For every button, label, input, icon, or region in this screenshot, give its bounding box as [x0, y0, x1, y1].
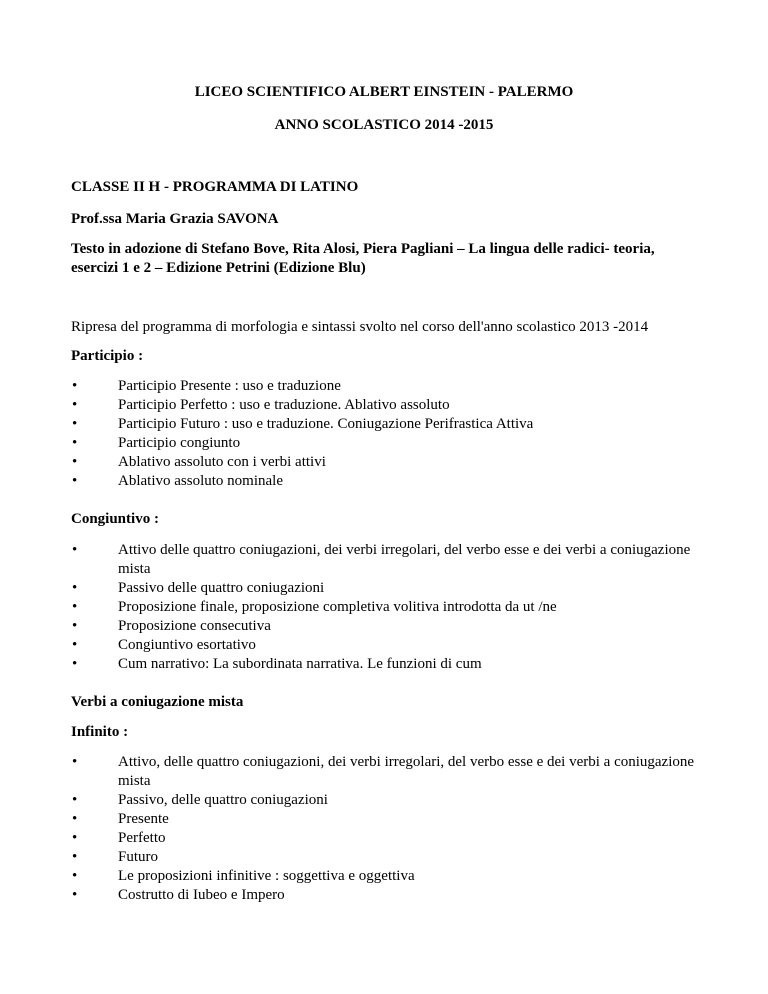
textbook-info: Testo in adozione di Stefano Bove, Rita Alosi, Piera Pagliani – La lingua delle radici- teoria, esercizi 1 e 2 – Edizione Petrini (Edizione Blu) [71, 241, 655, 276]
list-item: • Participio Futuro : uso e traduzione. Coniugazione Perifrastica Attiva [71, 415, 701, 434]
list-item: • Ablativo assoluto con i verbi attivi [71, 453, 701, 472]
list-item: • Presente [71, 810, 701, 829]
participio-list [71, 377, 701, 491]
list-item: • Proposizione finale, proposizione completiva volitiva introdotta da ut /ne [71, 598, 701, 617]
list-item: • Proposizione consecutiva [71, 617, 701, 636]
participio-heading: Participio : [71, 348, 144, 364]
list-item: • Le proposizioni infinitive : soggettiva e oggettiva [71, 867, 701, 886]
class-title: CLASSE II H - PROGRAMMA DI LATINO [71, 179, 359, 195]
teacher-name: Prof.ssa Maria Grazia SAVONA [71, 211, 279, 227]
list-item: • Costrutto di Iubeo e Impero [71, 886, 701, 905]
list-item: • Participio Presente : uso e traduzione [71, 377, 701, 396]
list-item: • Attivo delle quattro coniugazioni, dei verbi irregolari, del verbo esse e dei verbi a coniugazione mista [71, 541, 701, 579]
infinito-list [71, 753, 701, 905]
list-item: • Congiuntivo esortativo [71, 636, 701, 655]
list-item: • Ablativo assoluto nominale [71, 472, 701, 491]
list-item: • Futuro [71, 848, 701, 867]
intro-paragraph: Ripresa del programma di morfologia e sintassi svolto nel corso dell'anno scolastico 2013 -2014 [71, 319, 649, 335]
school-title: LICEO SCIENTIFICO ALBERT EINSTEIN - PALERMO [194, 84, 574, 100]
infinito-heading: Infinito : [71, 724, 129, 740]
congiuntivo-list [71, 541, 701, 674]
verbi-mista-heading: Verbi a coniugazione mista [71, 694, 244, 710]
list-item: • Cum narrativo: La subordinata narrativa. Le funzioni di cum [71, 655, 701, 674]
congiuntivo-heading: Congiuntivo : [71, 511, 159, 527]
list-item: • Participio Perfetto : uso e traduzione. Ablativo assoluto [71, 396, 701, 415]
list-item: • Perfetto [71, 829, 701, 848]
list-item: • Passivo, delle quattro coniugazioni [71, 791, 701, 810]
list-item: • Attivo, delle quattro coniugazioni, dei verbi irregolari, del verbo esse e dei verbi a coniugazione mista [71, 753, 701, 791]
list-item: • Participio congiunto [71, 434, 701, 453]
school-year: ANNO SCOLASTICO 2014 -2015 [274, 117, 494, 133]
list-item: • Passivo delle quattro coniugazioni [71, 579, 701, 598]
